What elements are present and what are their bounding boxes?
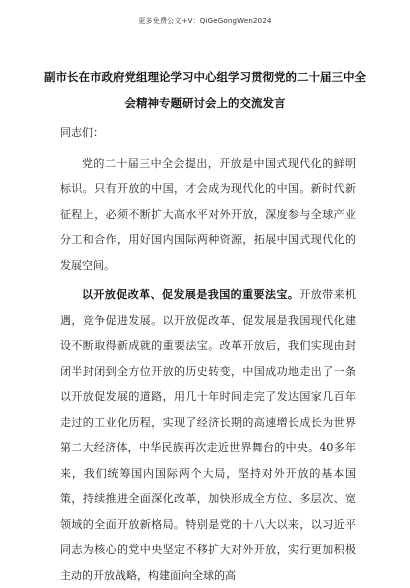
paragraph-2: [60, 282, 356, 588]
salutation: 同志们：: [60, 126, 104, 139]
paragraph-1: 党的二十届三中全会提出，开放是中国式现代化的鲜明标识。只有开放的中国，才会成为现代化的中国。新时代新征程上，必须不断扩大高水平对外开放，深度参与全球产业分工和合作，用好国内国际两种资源，拓展中国式现代化的发展空间。: [60, 156, 356, 272]
header-banner: 更多免费公文+V：QiGeGongWen2024: [138, 17, 272, 25]
document-body: [60, 120, 356, 588]
paragraph-2-lead: 以开放促改革、促发展是我国的重要法宝。: [82, 288, 300, 301]
document-title: 副市长在市政府党组理论学习中心组学习贯彻党的二十届三中全会精神专题研讨会上的交流发言: [44, 70, 366, 110]
paragraph-2-body: 开放带来机遇，竞争促进发展。以开放促改革、促发展是我国现代化建设不断取得新成就的重要法宝。改革开放后，我们实现由封闭半封闭到全方位开放的历史转变，中国成功地走出了一条以开放促发展的道路，用几十年时间走完了发达国家几百年走过的工业化历程，实现了经济长期的高速增长成长为世界第二大经济体，中华民族再次走近世界舞台的中央。40多年来，我们统筹国内国际两个大局，坚持对外开放的基本国策，持续推进全面深化改革，加快形成全方位、多层次、宽领域的全面开放新格局。特别是党的十八大以来，以习近平同志为核心的党中央坚定不移扩大对外开放，实行更加积极主动的开放战略，构建面向全球的高: [60, 288, 357, 582]
